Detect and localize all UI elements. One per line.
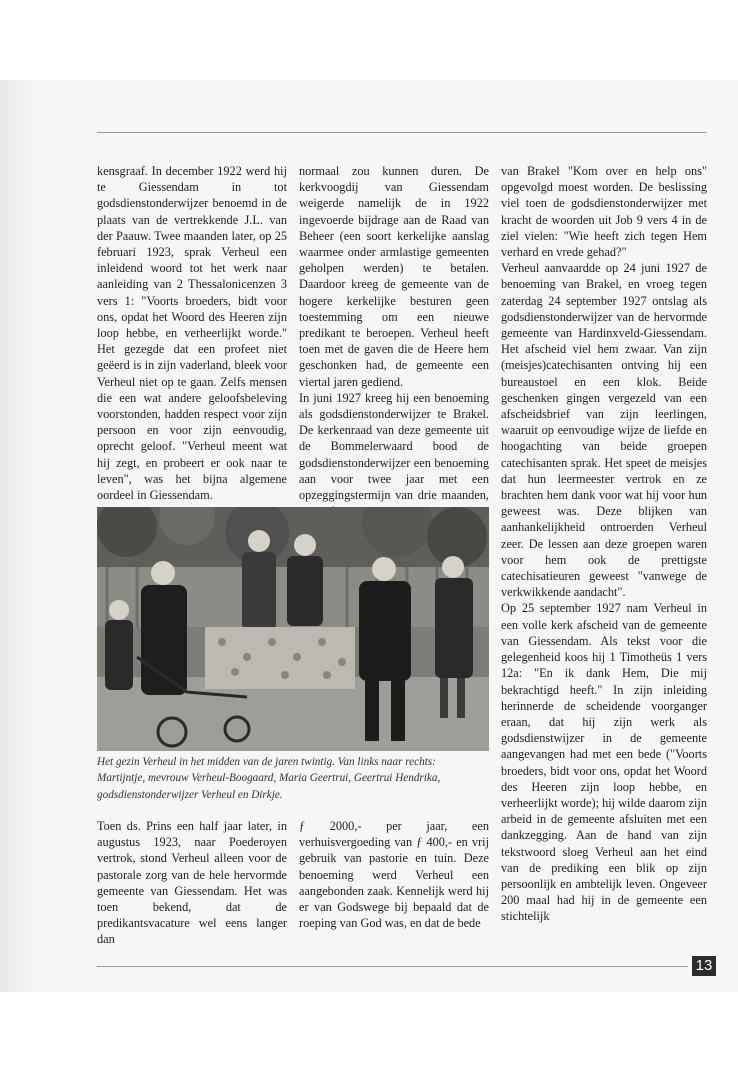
photo-caption [97,754,497,803]
column-1-top [97,163,287,503]
family-photo [97,507,489,751]
caption-line: Martijntje, mevrouw Verheul-Boogaard, Maria Geertrui, Geertrui Hendrika, [97,772,441,785]
spine-shade [0,80,36,992]
page-number: 13 [692,956,716,976]
paragraph: normaal zou kunnen duren. De kerkvoogdij van Giessendam weigerde namelijk de in 1922 ingevoerde bijdrage aan de Raad van Beheer (een soort kerkelijke aanslag waarmee onder armlastige gemeenten geholpen werden) te betalen. Daardoor kreeg de gemeente van de hogere kerkelijke besturen geen toestemming om een nieuwe predikant te beroepen. Verheul heeft toen met de gaven die de Heere hem geschonken had, de gemeente een viertal jaren gediend. [299,164,489,389]
paragraph: In juni 1927 kreeg hij een benoeming als godsdienstonderwijzer te Brakel. De kerkenraad van deze gemeente uit de Bommelerwaard bood de godsdienstonderwijzer een benoeming aan voor twee jaar met een opzeggingstermijn van drie maanden, [299,390,489,503]
column-2-bottom [299,818,489,931]
paragraph: Toen ds. Prins een half jaar later, in augustus 1923, naar Poederoyen vertrok, stond Verheul alleen voor de pastorale zorg van de hele hervormde gemeente van Giessendam. Het was toen bekend, dat de predikantsvacature wel eens langer dan [97,819,287,947]
paragraph: van Brakel "Kom over en help ons" opgevolgd moest worden. De beslissing viel toen de godsdienstonderwijzer met kracht de woorden uit Job 9 vers 4 in de ziel vielen: "Wie heeft zich tegen Hem verhard en vrede gehad?" [501,164,707,260]
column-2-top [299,163,489,519]
paragraph: kensgraaf. In december 1922 werd hij te Giessendam in tot godsdienstonderwijzer benoemd in de plaats van de vertrekkende J.L. van der Paauw. Twee maanden later, op 25 februari 1923, sprak Verheul een inleidend woord tot het werk naar aanleiding van 2 Thessalonicenzen 3 vers 1: "Voorts broeders, bidt voor ons, opdat het Woord des Heeren zijn loop hebbe, en verheerlijkt worde." Het gezegde dat een profeet niet geëerd is in zijn vaderland, bleek voor Verheul niet op te gaan. Zelfs mensen die een wat andere geloofsbeleving voorstonden, hadden respect voor zijn persoon en voor zijn eenvoudig, oprecht geloof. "Verheul meent wat hij zegt, en probeert er ook naar te leven", was het bijna algemene oordeel in Giessendam. [97,164,287,503]
paragraph: ƒ 2000,- per jaar, een verhuisvergoeding van ƒ 400,- en vrij gebruik van pastorie en tuin. Deze benoeming werd Verheul een aangebonden zaak. Kennelijk werd hij er van Godswege bij bepaald dat de roeping van God was, en dat de bede [299,819,489,931]
paragraph: Op 25 september 1927 nam Verheul in een volle kerk afscheid van de gemeente van Giessendam. Als tekst voor die gelegenheid koos hij 1 Timotheüs 1 vers 12a: "En ik dank Hem, Die mij bekrachtigd heeft." In zijn inleiding herinnerde de scheidende voorganger eraan, dat hij zijn werk als godsdienstwijzer in de gemeente aangevangen had met een bede ("Voorts broeders, bidt voor ons, opdat het Woord des Heeren zijn loop hebbe, en verheerlijkt worde); hij wilde daarom zijn arbeid in de gemeente afsluiten met een dankzegging. Aan de hand van zijn tekstwoord sloeg Verheul aan het eind van de prediking een blik op zijn persoonlijk en ambtelijk leven. Ongeveer 200 maal had hij in de gemeente een stichtelijk [501,601,707,924]
bottom-rule [97,966,688,967]
column-3 [501,163,707,925]
column-1-bottom [97,818,287,948]
caption-line: Het gezin Verheul in het midden van de jaren twintig. Van links naar rechts: [97,756,436,768]
caption-line: godsdienstonderwijzer Verheul en Dirkje. [97,788,283,801]
paragraph: Verheul aanvaardde op 24 juni 1927 de benoeming van Brakel, en vroeg tegen zaterdag 24 september 1927 ontslag als godsdienstonderwijzer van de hervormde gemeente van Hardinxveld-Giessendam. Het afscheid viel hem zwaar. Van zijn (meisjes)catechisanten ontving hij een bureaustoel en een klok. Beide geschenken gingen vergezeld van een afscheidsbrief van zijn leerlingen, waaruit op eenvoudige wijze de liefde en hoogachting van beide groepen catechisanten sprak. Het speet de meisjes dat hun leermeester vertrok en ze brachten hem dank voor wat hij voor hun geweest was. Deze blijken van aanhankelijkheid ontroerden Verheul zeer. De lessen aan deze groepen waren voor hem ook de prettigste catechisatieuren geweest "vanwege de verkwikkende aandacht". [501,261,707,600]
top-rule [97,132,707,133]
